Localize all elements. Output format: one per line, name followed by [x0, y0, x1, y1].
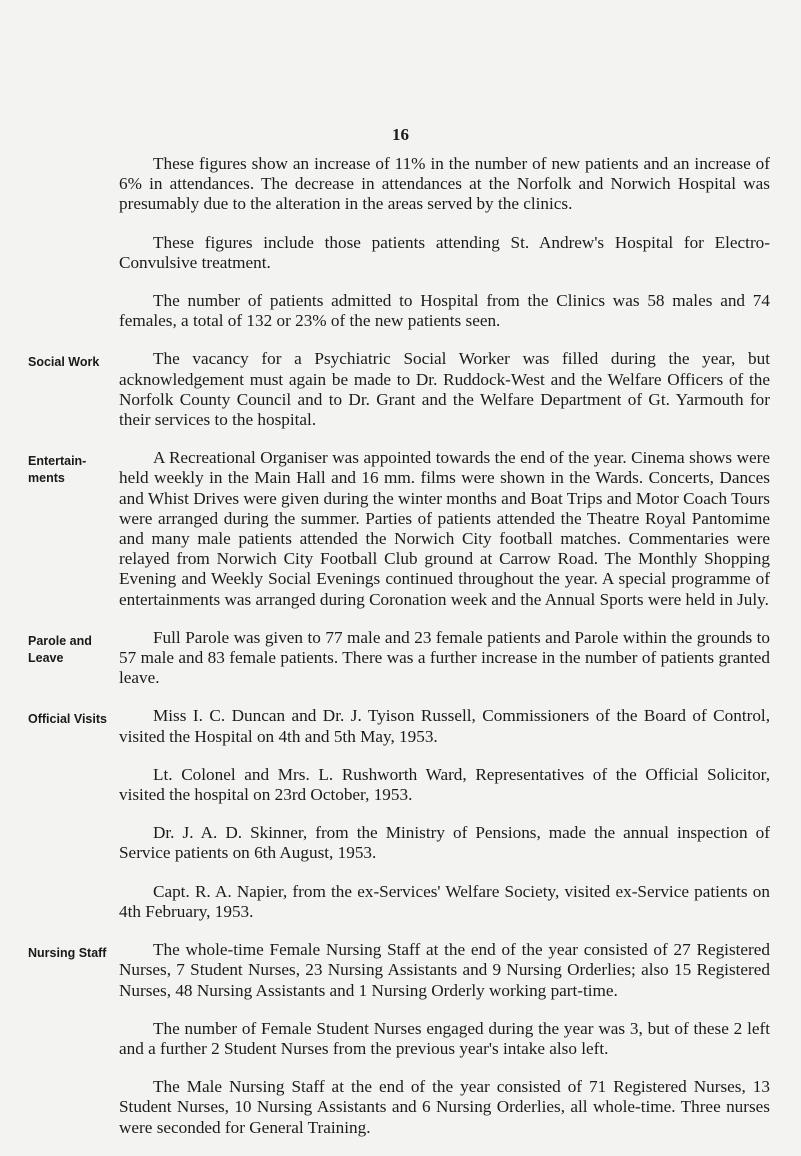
- side-heading-nursing-staff: Nursing Staff: [28, 946, 107, 961]
- section-official-visits: [0, 706, 801, 922]
- paragraph: Capt. R. A. Napier, from the ex-Services' Welfare Society, visited ex-Service patients on 4th February, 1953.: [119, 881, 770, 921]
- paragraph: Dr. J. A. D. Skinner, from the Ministry of Pensions, made the annual inspection of Service patients on 6th August, 1953.: [119, 823, 770, 863]
- page-number: 16: [392, 125, 409, 144]
- side-heading-social-work: Social Work: [28, 355, 100, 370]
- paragraph: The whole-time Female Nursing Staff at the end of the year consisted of 27 Registered Nurses, 7 Student Nurses, 23 Nursing Assistants and 9 Nursing Orderlies; also 15 Registered Nurses, 48 Nursing Assistants and 1 Nursing Orderly working part-time.: [119, 940, 770, 1000]
- paragraph: These figures include those patients attending St. Andrew's Hospital for Electro-Convulsive treatment.: [119, 232, 770, 272]
- paragraph: Full Parole was given to 77 male and 23 female patients and Parole within the grounds to 57 male and 83 female patients. There was a further increase in the number of patients granted leave.: [119, 627, 770, 688]
- paragraph: The Male Nursing Staff at the end of the year consisted of 71 Registered Nurses, 13 Student Nurses, 10 Nursing Assistants and 6 Nursing Orderlies, all whole-time. Three nurses were seconded for General Training.: [119, 1077, 770, 1137]
- section-social-work: [0, 349, 801, 430]
- section-intro: [0, 154, 801, 331]
- paragraph: Lt. Colonel and Mrs. L. Rushworth Ward, Representatives of the Official Solicitor, visited the hospital on 23rd October, 1953.: [119, 764, 770, 805]
- section-nursing-staff: [0, 940, 801, 1138]
- side-heading-entertainments: Entertain-ments: [28, 454, 87, 486]
- paragraph: The number of patients admitted to Hospital from the Clinics was 58 males and 74 females, a total of 132 or 23% of the new patients seen.: [119, 291, 770, 331]
- side-heading-official-visits: Official Visits: [28, 712, 107, 727]
- paragraph: A Recreational Organiser was appointed towards the end of the year. Cinema shows were held weekly in the Main Hall and 16 mm. films were shown in the Wards. Concerts, Dances and Whist Drives were given during the winter months and Boat Trips and Motor Coach Tours were arranged during the summer. Parties of patients attended the Theatre Royal Pantomime and many male patients attended the Norwich City football matches. Commentaries were relayed from Norwich City Football Club ground at Carrow Road. The Monthly Shopping Evening and Weekly Social Evenings continued throughout the year. A special programme of entertainments was arranged during Coronation week and the Annual Sports were held in July.: [119, 448, 770, 609]
- side-heading-parole-and-leave: Parole and Leave: [28, 633, 92, 665]
- paragraph: The vacancy for a Psychiatric Social Worker was filled during the year, but acknowledgement must again be made to Dr. Ruddock-West and the Welfare Officers of the Norfolk County Council and to Dr. Grant and the Welfare Department of Gt. Yarmouth for their services to the hospital.: [119, 349, 770, 430]
- paragraph: These figures show an increase of 11% in the number of new patients and an increase of 6% in attendances. The decrease in attendances at the Norfolk and Norwich Hospital was presumably due to the alteration in the areas served by the clinics.: [119, 154, 770, 214]
- paragraph: Miss I. C. Duncan and Dr. J. Tyison Russell, Commissioners of the Board of Control, visited the Hospital on 4th and 5th May, 1953.: [119, 706, 770, 746]
- section-parole-and-leave: [0, 628, 801, 689]
- document-body: [0, 154, 801, 1156]
- paragraph: The number of Female Student Nurses engaged during the year was 3, but of these 2 left and a further 2 Student Nurses from the previous year's intake also left.: [119, 1018, 770, 1058]
- section-entertainments: [0, 448, 801, 610]
